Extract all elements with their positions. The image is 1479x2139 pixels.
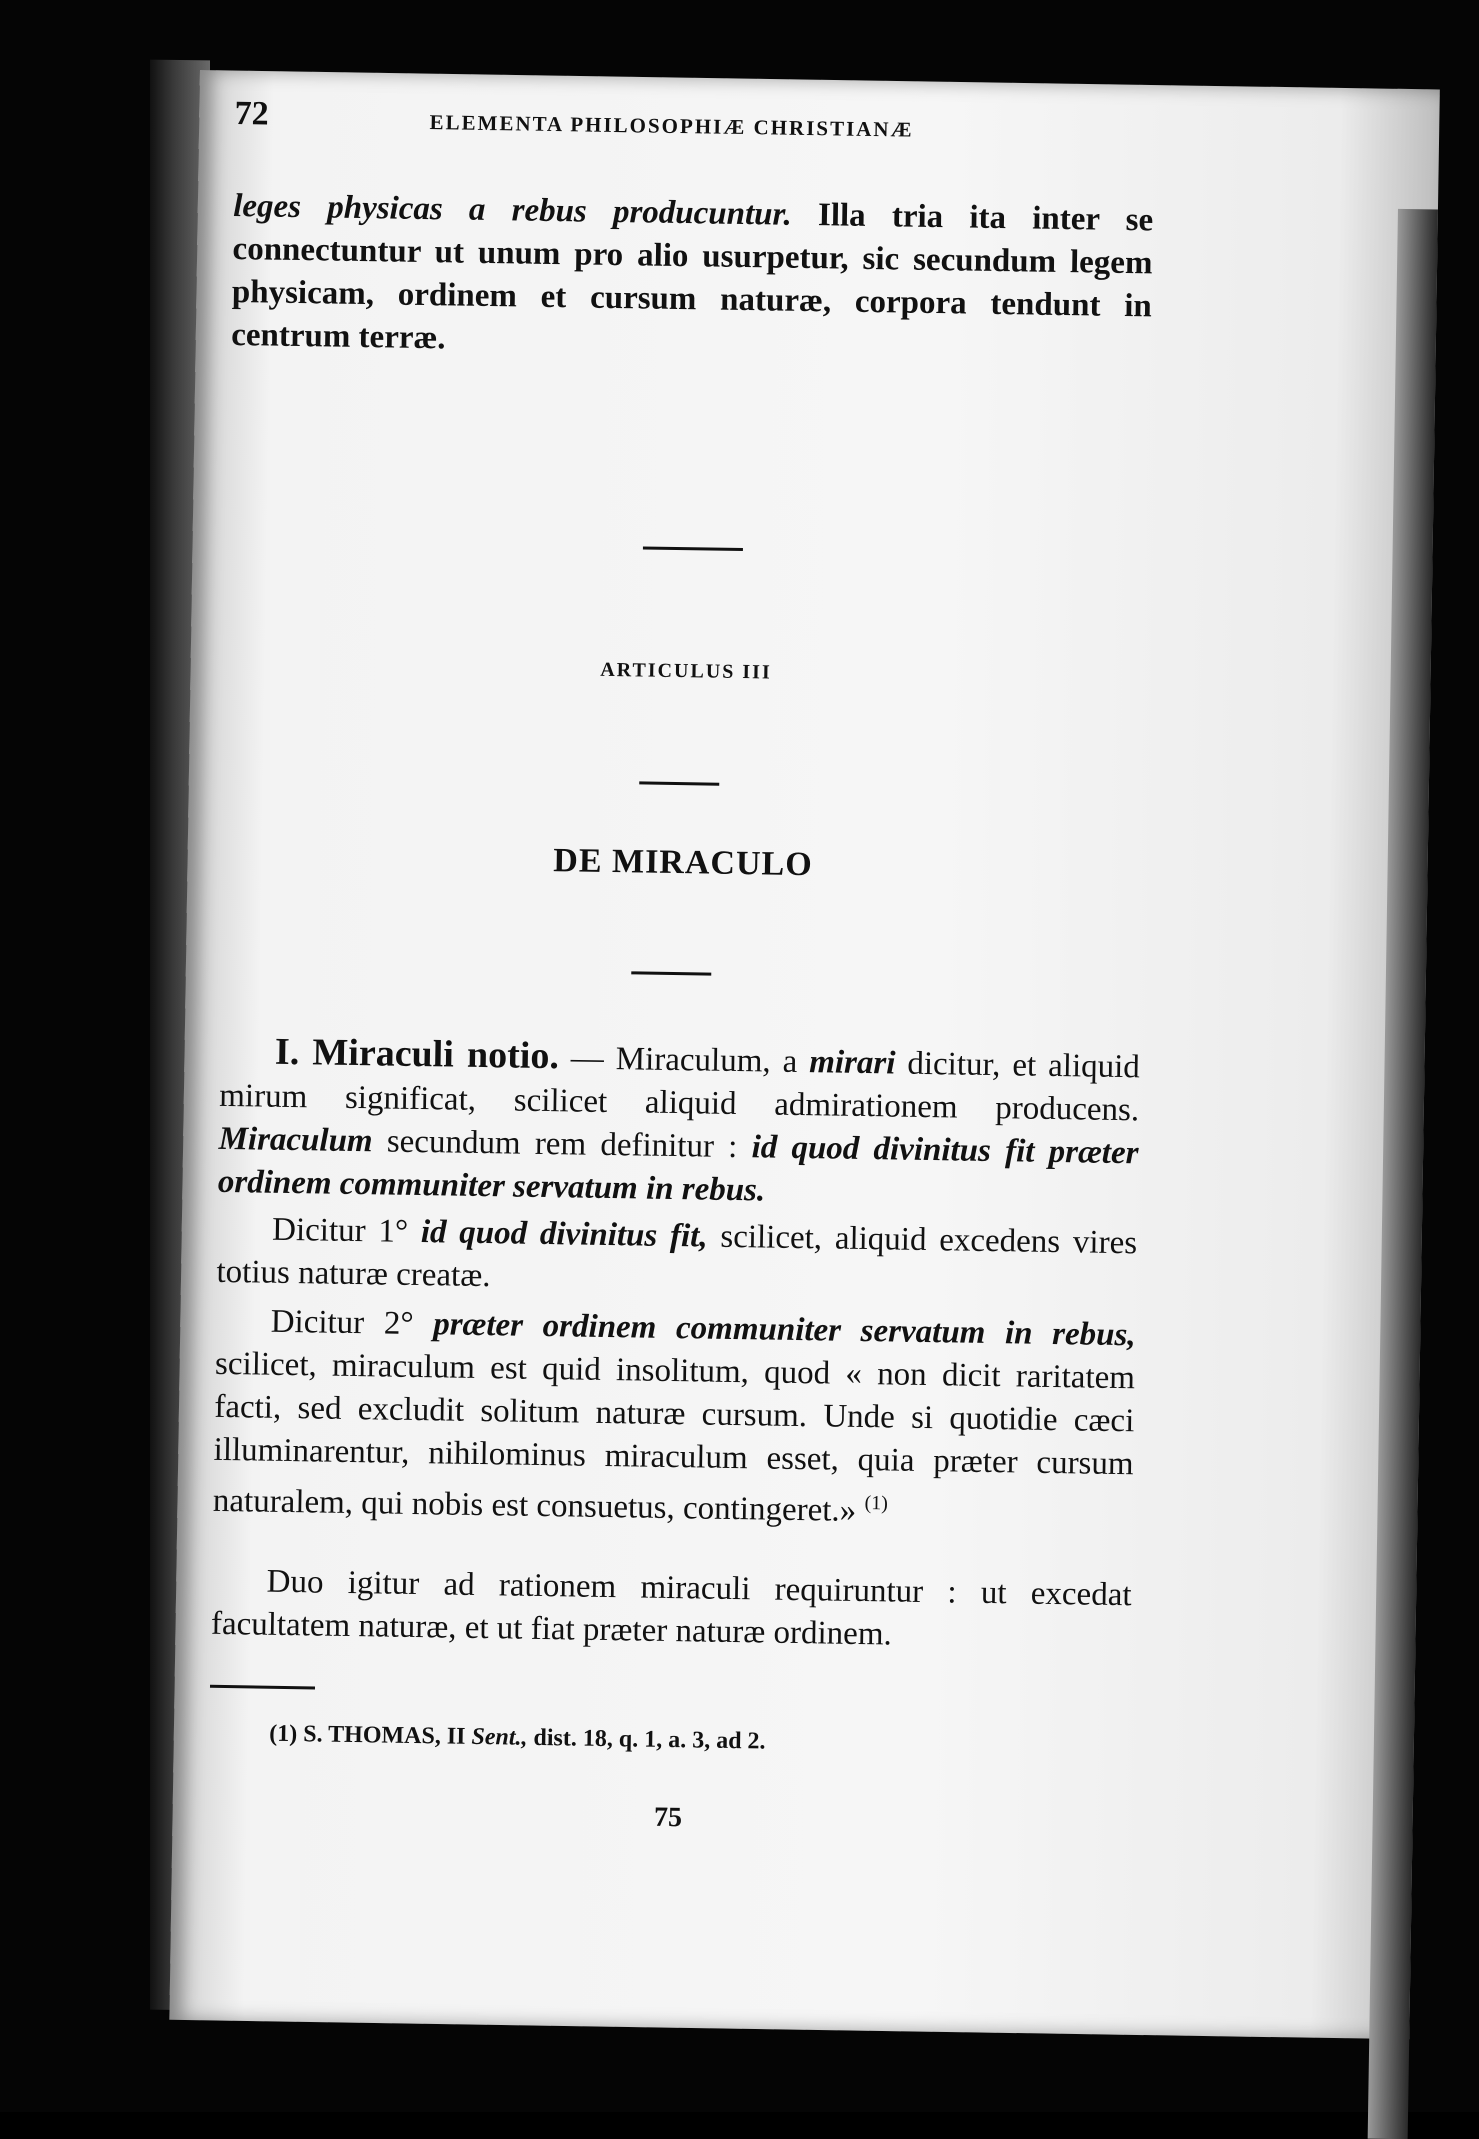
paragraph3-text-1: Dicitur 2° (270, 1303, 434, 1343)
paragraph-conclusion (211, 1560, 1132, 1660)
paragraph4-text: Duo igitur ad rationem miraculi requiruntur : ut excedat facultatem naturæ, et ut fiat præter naturæ ordinem. (210, 1563, 1132, 1653)
article-label: ARTICULUS III (600, 658, 772, 684)
top-paragraph-italic: leges physicas a rebus producuntur. (232, 187, 793, 233)
footnote-italic: Sent., (471, 1723, 528, 1751)
paragraph1-text-2: dicitur, et aliquid mirum significat, scilicet aliquid admirationem producens. (218, 1045, 1141, 1129)
paragraph-definition (218, 1030, 1141, 1218)
footnote-text-1: (1) S. THOMAS, II (269, 1720, 472, 1750)
paragraph1-text-1: — Miraculum, a (558, 1040, 810, 1081)
paragraph3-italic-1: præter ordinem communiter servatum in rebus, (432, 1306, 1136, 1354)
section-title: DE MIRACULO (553, 842, 813, 884)
top-paragraph-text: Illa tria ita inter se connectuntur ut unum pro alio usurpetur, sic secundum legem physicam, ordinem et cursum naturæ, corpora tendunt in centrum terræ. (230, 196, 1154, 357)
section-heading: I. Miraculi notio. (274, 1030, 560, 1078)
paragraph2-italic-1: id quod divinitus fit, (420, 1214, 708, 1255)
paragraph-first-point (216, 1208, 1137, 1308)
footnote-reference[interactable]: (1) (864, 1492, 889, 1515)
paragraph2-text-2: scilicet, aliquid excedens vires totius naturæ creatæ. (216, 1218, 1138, 1295)
footnote-text-2: dist. 18, q. 1, a. 3, ad 2. (527, 1724, 766, 1755)
top-paragraph (231, 185, 1154, 371)
paragraph2-text-1: Dicitur 1° (271, 1211, 422, 1251)
signature-number: 75 (653, 1801, 683, 1834)
paragraph3-text-2: scilicet, miraculum est quid insolitum, quod « non dicit raritatem facti, sed excludit solitum naturæ cursum. Unde si quotidie cæci illuminarentur, nihilominus miraculum esset, quia præter cursum naturalem, qui nobis est consuetus, contingeret.» (212, 1345, 1136, 1529)
page-number: 72 (234, 95, 269, 133)
paragraph1-italic-2: Miraculum (218, 1120, 373, 1160)
paragraph1-text-3: secundum rem definitur : (372, 1123, 752, 1166)
running-head: ELEMENTA PHILOSOPHIÆ CHRISTIANÆ (429, 110, 914, 142)
paragraph-second-point (213, 1300, 1136, 1537)
paragraph1-italic-3: id quod divinitus fit præter ordinem communiter servatum in rebus. (217, 1129, 1139, 1209)
paragraph1-italic-1: mirari (808, 1044, 896, 1082)
